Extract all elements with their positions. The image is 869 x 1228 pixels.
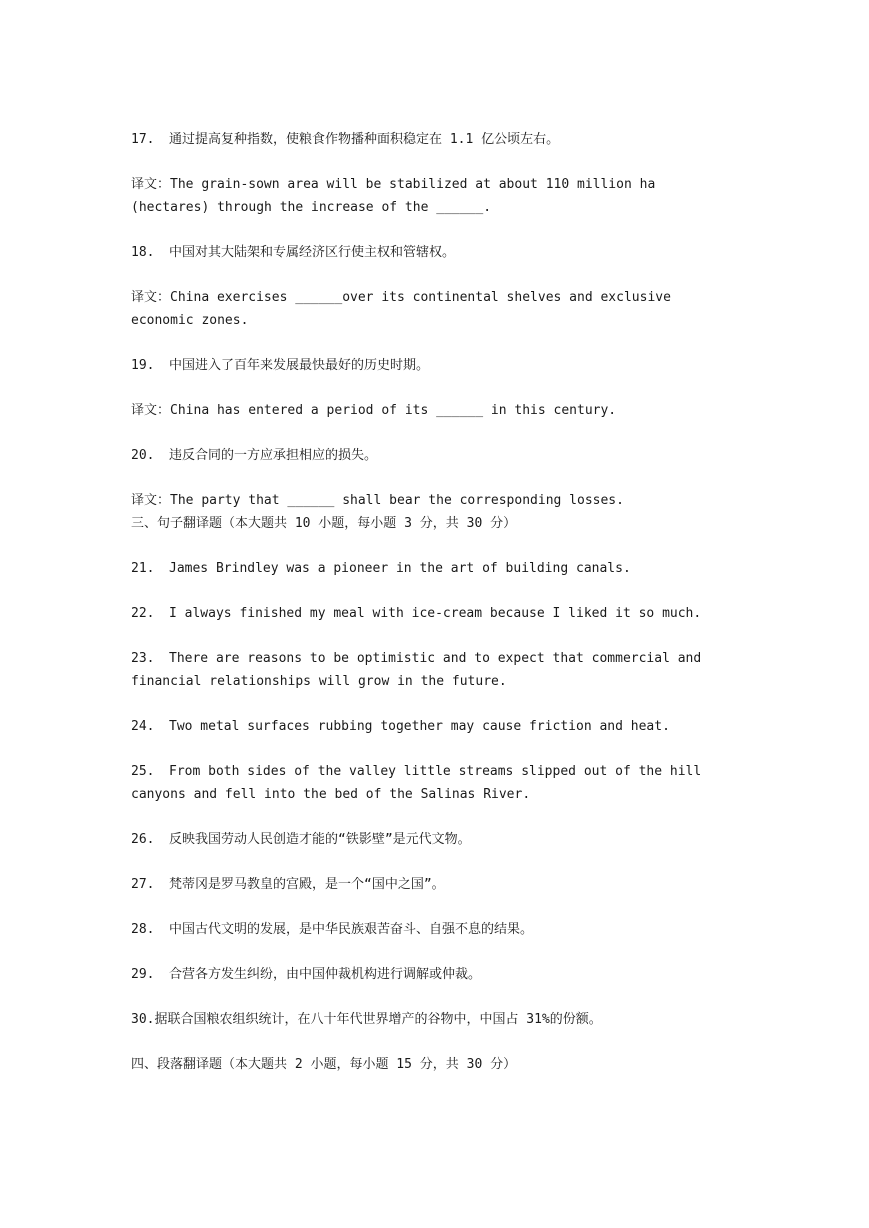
translation-label: 译文：	[131, 290, 171, 305]
question-text: 反映我国劳动人民创造才能的“铁影壁”是元代文物。	[169, 832, 471, 847]
question-text: 合营各方发生纠纷，由中国仲裁机构进行调解或仲裁。	[169, 967, 482, 982]
question-18	[131, 241, 741, 264]
question-number: 20.	[131, 448, 155, 463]
question-number: 24.	[131, 719, 155, 734]
question-text: James Brindley was a pioneer in the art of building canals.	[169, 561, 631, 576]
question-25	[131, 760, 741, 806]
question-text: Two metal surfaces rubbing together may cause friction and heat.	[169, 719, 670, 734]
question-text: 据联合国粮农组织统计，在八十年代世界增产的谷物中，中国占 31%的份额。	[154, 1012, 602, 1027]
question-number: 28.	[131, 922, 155, 937]
translation-label: 译文：	[131, 403, 171, 418]
question-text: 中国古代文明的发展，是中华民族艰苦奋斗、自强不息的结果。	[169, 922, 534, 937]
translation-label: 译文：	[131, 177, 171, 192]
question-27	[131, 873, 741, 896]
question-number: 27.	[131, 877, 155, 892]
translation-19	[131, 399, 741, 422]
question-text: 梵蒂冈是罗马教皇的宫殿，是一个“国中之国”。	[169, 877, 445, 892]
question-number: 23.	[131, 651, 155, 666]
section-heading-3: 三、句子翻译题（本大题共 10 小题，每小题 3 分，共 30 分）	[131, 516, 517, 531]
question-23	[131, 647, 741, 693]
question-text: 中国对其大陆架和专属经济区行使主权和管辖权。	[169, 245, 456, 260]
translation-text: China exercises ______over its continental shelves and exclusive economic zones.	[131, 290, 679, 328]
question-30	[131, 1008, 741, 1031]
translation-17	[131, 173, 741, 219]
question-number: 29.	[131, 967, 155, 982]
translation-text: China has entered a period of its ______ in this century.	[170, 403, 617, 418]
question-number: 21.	[131, 561, 155, 576]
question-text: 通过提高复种指数，使粮食作物播种面积稳定在 1.1 亿公顷左右。	[169, 132, 560, 147]
question-28	[131, 918, 741, 941]
translation-text: The party that ______ shall bear the corresponding losses.	[170, 493, 624, 508]
question-text: There are reasons to be optimistic and to expect that commercial and financial relationships will grow in the future.	[131, 651, 710, 689]
question-24	[131, 715, 741, 738]
question-number: 22.	[131, 606, 155, 621]
question-22	[131, 602, 741, 625]
question-text: I always finished my meal with ice-cream because I liked it so much.	[169, 606, 702, 621]
question-text: 中国进入了百年来发展最快最好的历史时期。	[169, 358, 430, 373]
question-number: 25.	[131, 764, 155, 779]
question-number: 17.	[131, 132, 155, 147]
question-text: From both sides of the valley little streams slipped out of the hill canyons and fell into the bed of the Salinas River.	[131, 764, 710, 802]
section-heading-4: 四、段落翻译题（本大题共 2 小题，每小题 15 分，共 30 分）	[131, 1057, 517, 1072]
question-26	[131, 828, 741, 851]
question-29	[131, 963, 741, 986]
translation-text: The grain-sown area will be stabilized at about 110 million ha (hectares) through the increase of the ______.	[131, 177, 664, 215]
question-number: 30.	[131, 1012, 155, 1027]
exam-page	[131, 128, 741, 1076]
question-19	[131, 354, 741, 377]
question-number: 26.	[131, 832, 155, 847]
question-20	[131, 444, 741, 467]
translation-label: 译文：	[131, 493, 171, 508]
question-text: 违反合同的一方应承担相应的损失。	[169, 448, 378, 463]
translation-20	[131, 489, 741, 512]
translation-18	[131, 286, 741, 332]
question-21	[131, 557, 741, 580]
question-number: 18.	[131, 245, 155, 260]
question-17	[131, 128, 741, 151]
question-number: 19.	[131, 358, 155, 373]
